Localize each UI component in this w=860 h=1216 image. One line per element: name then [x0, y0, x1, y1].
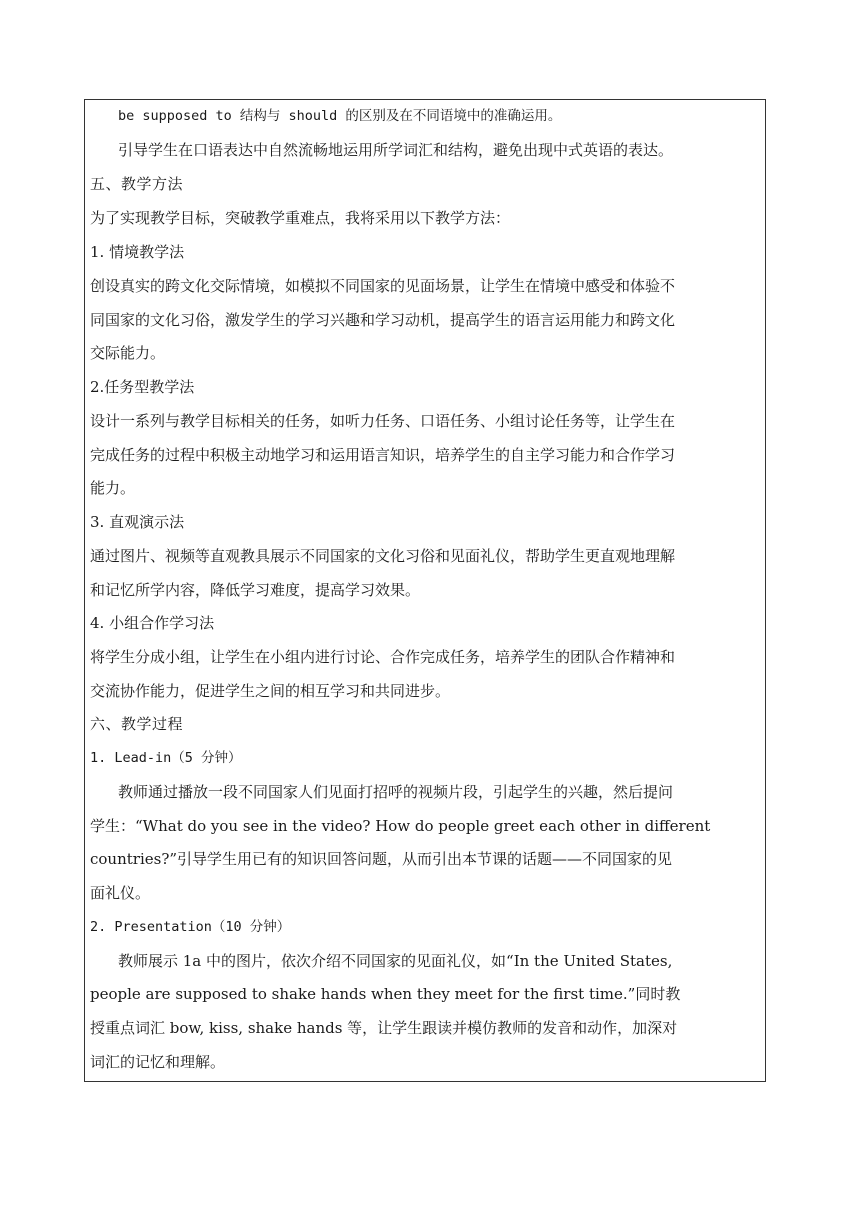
subheading-presentation: 2. Presentation（10 分钟） [90, 919, 291, 935]
text-line: 创设真实的跨文化交际情境，如模拟不同国家的见面场景，让学生在情境中感受和体验不 [90, 277, 676, 295]
text-line: 将学生分成小组，让学生在小组内进行讨论、合作完成任务，培养学生的团队合作精神和 [90, 648, 676, 666]
text-line: 和记忆所学内容，降低学习难度，提高学习效果。 [90, 581, 421, 599]
text-line: 教师通过播放一段不同国家人们见面打招呼的视频片段，引起学生的兴趣，然后提问 [118, 783, 674, 801]
subheading-task-based-method: 2.任务型教学法 [90, 378, 195, 396]
section-heading-teaching-process: 六、教学过程 [90, 715, 184, 733]
text-line: 交际能力。 [90, 344, 166, 362]
text-line: 学生：“What do you see in the video? How do people greet each other in different [90, 817, 711, 835]
text-line: people are supposed to shake hands when they meet for the first time.”同时教 [90, 985, 681, 1003]
subheading-demonstration-method: 3. 直观演示法 [90, 513, 185, 531]
text-line: 授重点词汇 bow, kiss, shake hands 等，让学生跟读并模仿教师的发音和动作，加深对 [90, 1019, 678, 1037]
text-line: 设计一系列与教学目标相关的任务，如听力任务、口语任务、小组讨论任务等，让学生在 [90, 412, 676, 430]
text-line: 教师展示 1a 中的图片，依次介绍不同国家的见面礼仪，如“In the United States, [118, 952, 673, 970]
text-line: 面礼仪。 [90, 884, 151, 902]
text-line: 能力。 [90, 479, 136, 497]
text-line: 为了实现教学目标，突破教学重难点，我将采用以下教学方法： [90, 209, 511, 227]
text-line: 交流协作能力，促进学生之间的相互学习和共同进步。 [90, 682, 451, 700]
text-line: 通过图片、视频等直观教具展示不同国家的文化习俗和见面礼仪，帮助学生更直观地理解 [90, 547, 676, 565]
subheading-situational-method: 1. 情境教学法 [90, 243, 185, 261]
text-line: 引导学生在口语表达中自然流畅地运用所学词汇和结构，避免出现中式英语的表达。 [118, 141, 674, 159]
text-line: 词汇的记忆和理解。 [90, 1053, 226, 1071]
subheading-group-cooperation-method: 4. 小组合作学习法 [90, 614, 215, 632]
section-heading-teaching-methods: 五、教学方法 [90, 175, 184, 193]
text-line: be supposed to 结构与 should 的区别及在不同语境中的准确运用。 [118, 108, 562, 124]
text-line: 完成任务的过程中积极主动地学习和运用语言知识，培养学生的自主学习能力和合作学习 [90, 446, 676, 464]
text-line: 同国家的文化习俗，激发学生的学习兴趣和学习动机，提高学生的语言运用能力和跨文化 [90, 311, 676, 329]
text-line: countries?”引导学生用已有的知识回答问题，从而引出本节课的话题——不同国家的见 [90, 850, 673, 868]
subheading-lead-in: 1. Lead-in（5 分钟） [90, 750, 242, 766]
